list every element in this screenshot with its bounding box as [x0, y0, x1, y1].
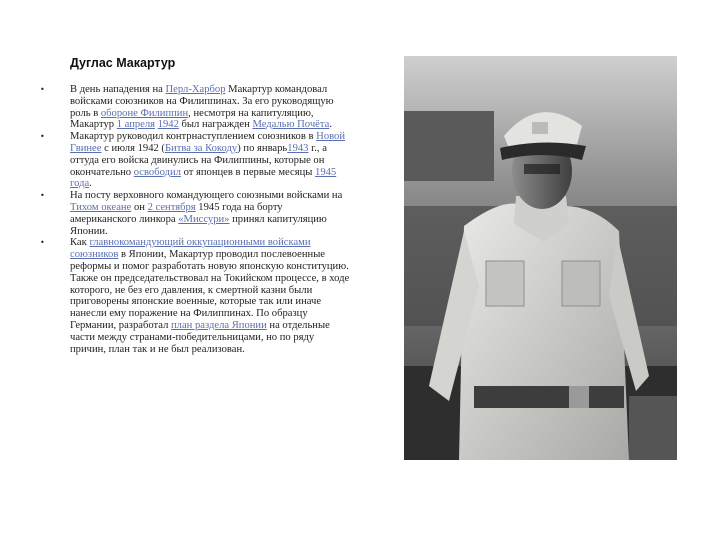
text-run: Как [70, 237, 90, 249]
text-run: принял капитуляцию Японии. [70, 213, 327, 237]
text-run: В день нападения на [70, 84, 166, 95]
bullet-icon: • [40, 238, 45, 248]
inline-link[interactable]: Битва за Кокоду [164, 142, 238, 154]
inline-link[interactable]: освободил [133, 166, 181, 178]
text-run: ) по январь [237, 142, 288, 154]
inline-link[interactable]: Новой Гвинее [70, 131, 346, 154]
text-run: Макартур руководил контрнаступлением союзников в [70, 131, 317, 143]
bullet-list [40, 84, 350, 355]
text-run: . [89, 178, 92, 190]
text-run: . [329, 119, 332, 131]
bullet-icon: • [40, 132, 45, 142]
text-run: , несмотря на капитуляцию, Макартур [70, 107, 314, 131]
bullet-icon: • [40, 85, 45, 94]
text-run: был награжден [178, 119, 253, 131]
inline-link[interactable]: 1943 [287, 142, 309, 154]
inline-link[interactable]: обороне Филиппин [100, 107, 189, 119]
text-run: Макартур командовал войсками союзников на Филиппинах. За его руководящую роль в [70, 84, 334, 119]
page-title: Дуглас Макартур [70, 56, 176, 70]
text-run: 1945 года на борту американского линкора [70, 201, 283, 225]
list-item [40, 131, 350, 190]
inline-link[interactable]: 1942 [157, 119, 179, 131]
inline-link[interactable]: главнокомандующий оккупационными войсками союзников [70, 237, 311, 261]
portrait-photo [404, 56, 677, 460]
inline-link[interactable]: Медалью Почёта [252, 119, 330, 131]
list-item [40, 237, 350, 355]
inline-link[interactable]: 2 сентября [147, 201, 196, 213]
text-run: с июля 1942 ( [101, 142, 165, 154]
text-run: он [131, 201, 148, 213]
text-run: в Японии, Макартур проводил послевоенные реформы и помог разработать новую японскую конституцию. Также он председательствовал на Токийском процессе, в ходе которого, не без его давления, к смертной казни были приговорены японские военные, которые так или иначе нанесли ему поражение на Филиппинах. По образцу Германии, разработал [70, 249, 350, 331]
list-item [40, 84, 350, 131]
text-run: г., а оттуда его войска двинулись на Филиппины, которые он окончательно [70, 142, 327, 178]
inline-link[interactable]: «Миссури» [178, 213, 230, 225]
inline-link[interactable]: план раздела Японии [171, 319, 267, 331]
inline-link[interactable]: Перл-Харбор [165, 84, 226, 95]
text-run: от японцев в первые месяцы [180, 166, 316, 178]
portrait-image [404, 56, 677, 460]
text-run: на отдельные части между странами-победительницами, но по ряду причин, план так и не был реализован. [70, 319, 330, 355]
text-run: На посту верховного командующего союзными войсками на [70, 190, 343, 202]
list-item [40, 190, 350, 237]
inline-link[interactable]: Тихом океане [70, 201, 132, 213]
inline-link[interactable]: 1 апреля [116, 119, 156, 131]
inline-link[interactable]: 1945 года [70, 166, 337, 190]
bullet-icon: • [40, 191, 45, 201]
